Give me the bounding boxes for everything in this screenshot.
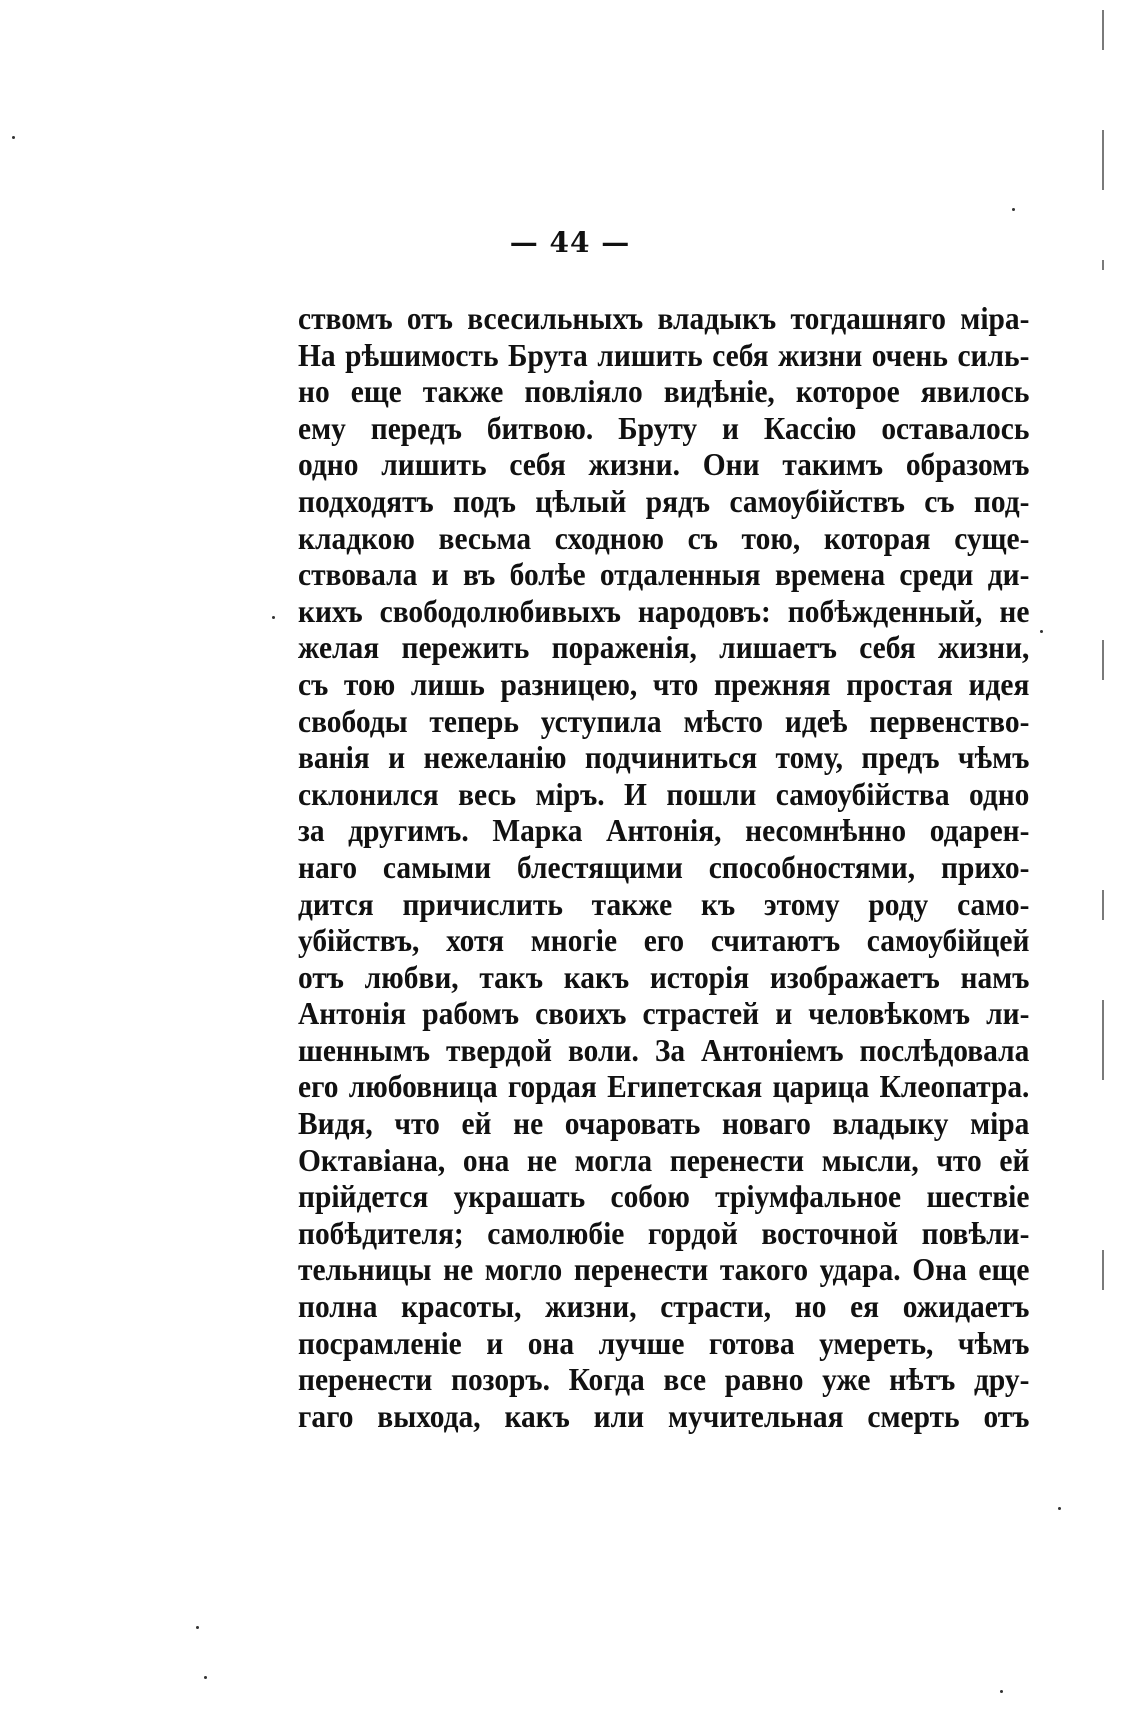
text-line: наго самыми блестящими способностями, прихо-: [298, 848, 1030, 885]
text-line: подходятъ подъ цѣлый рядъ самоубійствъ съ под-: [298, 482, 1030, 519]
scan-speck: [1058, 1507, 1061, 1510]
text-line: убійствъ, хотя многіе его считаютъ самоубійцей: [298, 922, 1030, 959]
text-line: склонился весь міръ. И пошли самоубійства одно: [298, 775, 1030, 812]
text-line: ствомъ отъ всесильныхъ владыкъ тогдашняго міра-: [298, 300, 1030, 336]
text-line: кладкою весьма сходною съ тою, которая суще-: [298, 519, 1030, 556]
text-line: за другимъ. Марка Антонія, несомнѣнно одарен-: [298, 812, 1030, 849]
text-line: его любовница гордая Египетская царица Клеопатра.: [298, 1068, 1030, 1105]
text-line: одно лишить себя жизни. Они такимъ образомъ: [298, 446, 1030, 483]
text-line: ствовала и въ болѣе отдаленныя времена среди ди-: [298, 556, 1030, 593]
scan-edge-rule: [1102, 640, 1104, 680]
text-line: ванія и нежеланію подчиниться тому, предъ чѣмъ: [298, 739, 1030, 776]
text-line: полна красоты, жизни, страсти, но ея ожидаетъ: [298, 1288, 1030, 1325]
text-line: гаго выхода, какъ или мучительная смерть отъ: [298, 1397, 1030, 1434]
text-line: Видя, что ей не очаровать новаго владыку міра: [298, 1105, 1030, 1142]
text-line: отъ любви, такъ какъ исторія изображаетъ намъ: [298, 958, 1030, 995]
body-text: [298, 300, 1030, 1434]
scan-edge-rule: [1102, 1250, 1104, 1290]
scan-speck: [1040, 630, 1043, 633]
text-line: На рѣшимость Брута лишить себя жизни очень силь-: [298, 336, 1030, 373]
text-line: Октавіана, она не могла перенести мысли, что ей: [298, 1141, 1030, 1178]
page-number: — 44 —: [509, 226, 631, 259]
scan-speck: [1012, 208, 1015, 211]
text-line: шеннымъ твердой воли. За Антоніемъ послѣдовала: [298, 1031, 1030, 1068]
scan-edge-rule: [1102, 10, 1104, 50]
scan-speck: [12, 136, 15, 139]
text-line: дится причислить также къ этому роду само-: [298, 885, 1030, 922]
text-line: желая пережить пораженія, лишаетъ себя жизни,: [298, 629, 1030, 666]
scan-speck: [204, 1676, 207, 1679]
text-line: съ тою лишь разницею, что прежняя простая идея: [298, 665, 1030, 702]
scan-edge-rule: [1102, 1000, 1104, 1080]
scan-edge-rule: [1102, 260, 1104, 270]
text-line: посрамленіе и она лучше готова умереть, чѣмъ: [298, 1324, 1030, 1361]
text-line: перенести позоръ. Когда все равно уже нѣтъ дру-: [298, 1361, 1030, 1398]
scan-speck: [196, 1626, 199, 1629]
text-line: ему передъ битвою. Бруту и Кассію оставалось: [298, 409, 1030, 446]
text-line: тельницы не могло перенести такого удара. Она еще: [298, 1251, 1030, 1288]
text-line: кихъ свободолюбивыхъ народовъ: побѣжденный, не: [298, 592, 1030, 629]
text-line: Антонія рабомъ своихъ страстей и человѣкомъ ли-: [298, 995, 1030, 1032]
text-line: побѣдителя; самолюбіе гордой восточной повѣли-: [298, 1214, 1030, 1251]
scan-speck: [272, 616, 275, 619]
scan-edge-rule: [1102, 890, 1104, 920]
scan-speck: [1000, 1690, 1003, 1693]
text-line: свободы теперь уступила мѣсто идеѣ первенство-: [298, 702, 1030, 739]
text-line: прійдется украшать собою тріумфальное шествіе: [298, 1178, 1030, 1215]
text-line: но еще также повліяло видѣніе, которое явилось: [298, 373, 1030, 410]
scan-edge-rule: [1102, 130, 1104, 190]
